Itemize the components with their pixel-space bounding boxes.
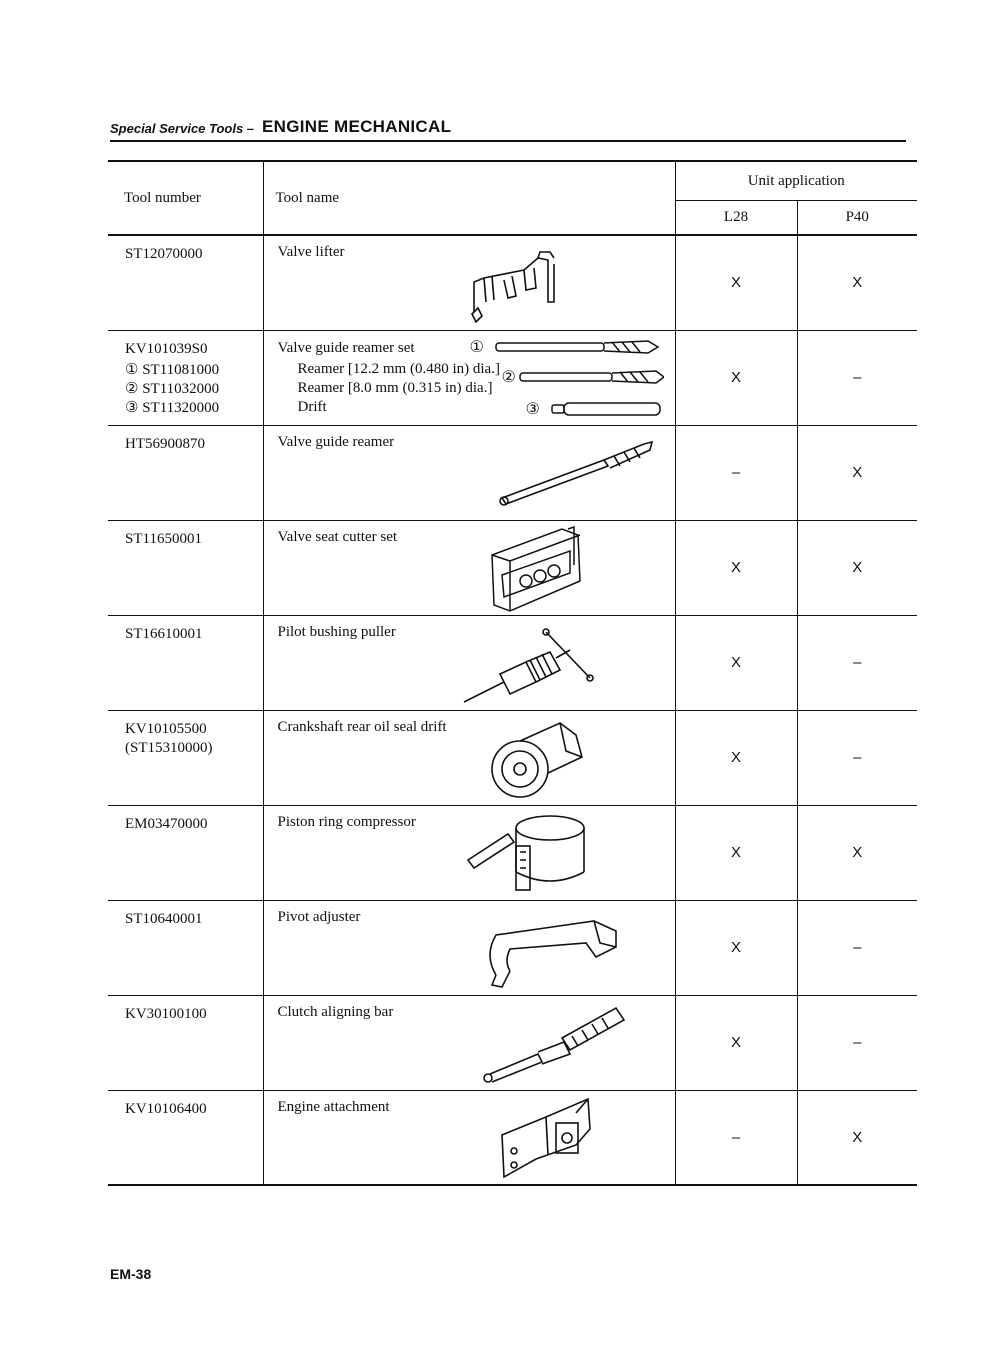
col-header-tool-number: Tool number: [108, 161, 263, 235]
seal-drift-icon: [486, 715, 596, 805]
tool-name: Valve guide reamer: [277, 433, 395, 450]
reamer-set-icon: [488, 337, 664, 423]
tool-name: Valve guide reamer set: [277, 339, 415, 356]
table-row: [108, 710, 917, 805]
p40-cell: –: [797, 900, 917, 995]
col-header-p40: P40: [797, 201, 917, 236]
ring-compressor-icon: [464, 810, 594, 900]
valve-lifter-icon: [464, 242, 584, 328]
sub-tool-name: Reamer [12.2 mm (0.480 in) dia.]: [297, 360, 500, 377]
pivot-adjuster-icon: [476, 915, 626, 993]
table-row: [108, 425, 917, 520]
tool-name-cell: [263, 900, 675, 995]
tool-name-cell: [263, 425, 675, 520]
l28-cell: X: [675, 520, 797, 615]
tool-name: Pilot bushing puller: [277, 623, 396, 640]
p40-cell: –: [797, 330, 917, 425]
p40-cell: –: [797, 710, 917, 805]
page-title: ENGINE MECHANICAL: [262, 117, 452, 136]
col-header-unit-application: Unit application: [675, 161, 917, 201]
tool-number: ST10640001: [108, 900, 263, 995]
tool-name: Valve lifter: [277, 244, 345, 260]
tool-number: KV30100100: [108, 995, 263, 1090]
p40-cell: X: [797, 520, 917, 615]
tool-name-cell: [263, 1090, 675, 1185]
sub-tool-number: ① ST11081000: [125, 361, 220, 378]
tool-name-cell: [263, 710, 675, 805]
marker-3: ③: [525, 400, 540, 418]
tool-name: Piston ring compressor: [277, 813, 416, 830]
tool-name-cell: [263, 235, 675, 330]
marker-1: ①: [469, 338, 484, 356]
table-row: [108, 900, 917, 995]
p40-cell: X: [797, 1090, 917, 1185]
tool-name: Pivot adjuster: [277, 908, 361, 925]
table-row: [108, 235, 917, 330]
sub-tool-name: Reamer [8.0 mm (0.315 in) dia.]: [297, 379, 493, 396]
l28-cell: X: [675, 235, 797, 330]
l28-cell: X: [675, 330, 797, 425]
tool-name-cell: [263, 330, 675, 425]
sub-tool-name: Drift: [297, 398, 327, 415]
bushing-puller-icon: [460, 622, 600, 708]
l28-cell: X: [675, 995, 797, 1090]
l28-cell: X: [675, 900, 797, 995]
aligning-bar-icon: [478, 1002, 628, 1088]
table-row: [108, 805, 917, 900]
sub-tool-number: ③ ST11320000: [125, 399, 220, 416]
p40-cell: X: [797, 235, 917, 330]
tool-number: KV101039S0: [125, 340, 208, 357]
tool-number: ST16610001: [108, 615, 263, 710]
tool-number: HT56900870: [108, 425, 263, 520]
tool-name: Crankshaft rear oil seal drift: [277, 718, 447, 735]
tools-table: [108, 160, 917, 1186]
l28-cell: –: [675, 1090, 797, 1185]
l28-cell: X: [675, 615, 797, 710]
tool-name-cell: [263, 615, 675, 710]
reamer-icon: [494, 438, 664, 510]
tool-number: KV10106400: [108, 1090, 263, 1185]
l28-cell: X: [675, 805, 797, 900]
p40-cell: X: [797, 425, 917, 520]
tool-name-cell: [263, 995, 675, 1090]
p40-cell: X: [797, 805, 917, 900]
cutter-set-icon: [482, 525, 592, 615]
tool-number: EM03470000: [108, 805, 263, 900]
section-label: Special Service Tools –: [110, 121, 255, 136]
tool-name-cell: [263, 805, 675, 900]
page-header: [110, 112, 906, 142]
l28-cell: –: [675, 425, 797, 520]
tool-number: ST11650001: [108, 520, 263, 615]
table-row: [108, 615, 917, 710]
p40-cell: –: [797, 995, 917, 1090]
table-row: [108, 520, 917, 615]
tool-name: Engine attachment: [277, 1098, 390, 1115]
tool-number: ST12070000: [108, 235, 263, 330]
marker-2: ②: [501, 368, 516, 386]
tool-number-alt: (ST15310000): [125, 739, 213, 756]
tool-number-cell: [108, 710, 263, 805]
col-header-l28: L28: [675, 201, 797, 236]
table-row: [108, 1090, 917, 1185]
page-number: EM-38: [110, 1266, 152, 1282]
tool-name-cell: [263, 520, 675, 615]
l28-cell: X: [675, 710, 797, 805]
tool-name: Clutch aligning bar: [277, 1003, 394, 1020]
table-row: [108, 995, 917, 1090]
tool-number: KV10105500: [125, 720, 207, 737]
p40-cell: –: [797, 615, 917, 710]
tool-name: Valve seat cutter set: [277, 528, 398, 545]
engine-attachment-icon: [492, 1095, 602, 1185]
sub-tool-number: ② ST11032000: [125, 380, 220, 397]
col-header-tool-name: Tool name: [263, 161, 675, 235]
table-row: [108, 330, 917, 425]
tool-number-cell: [108, 330, 263, 425]
